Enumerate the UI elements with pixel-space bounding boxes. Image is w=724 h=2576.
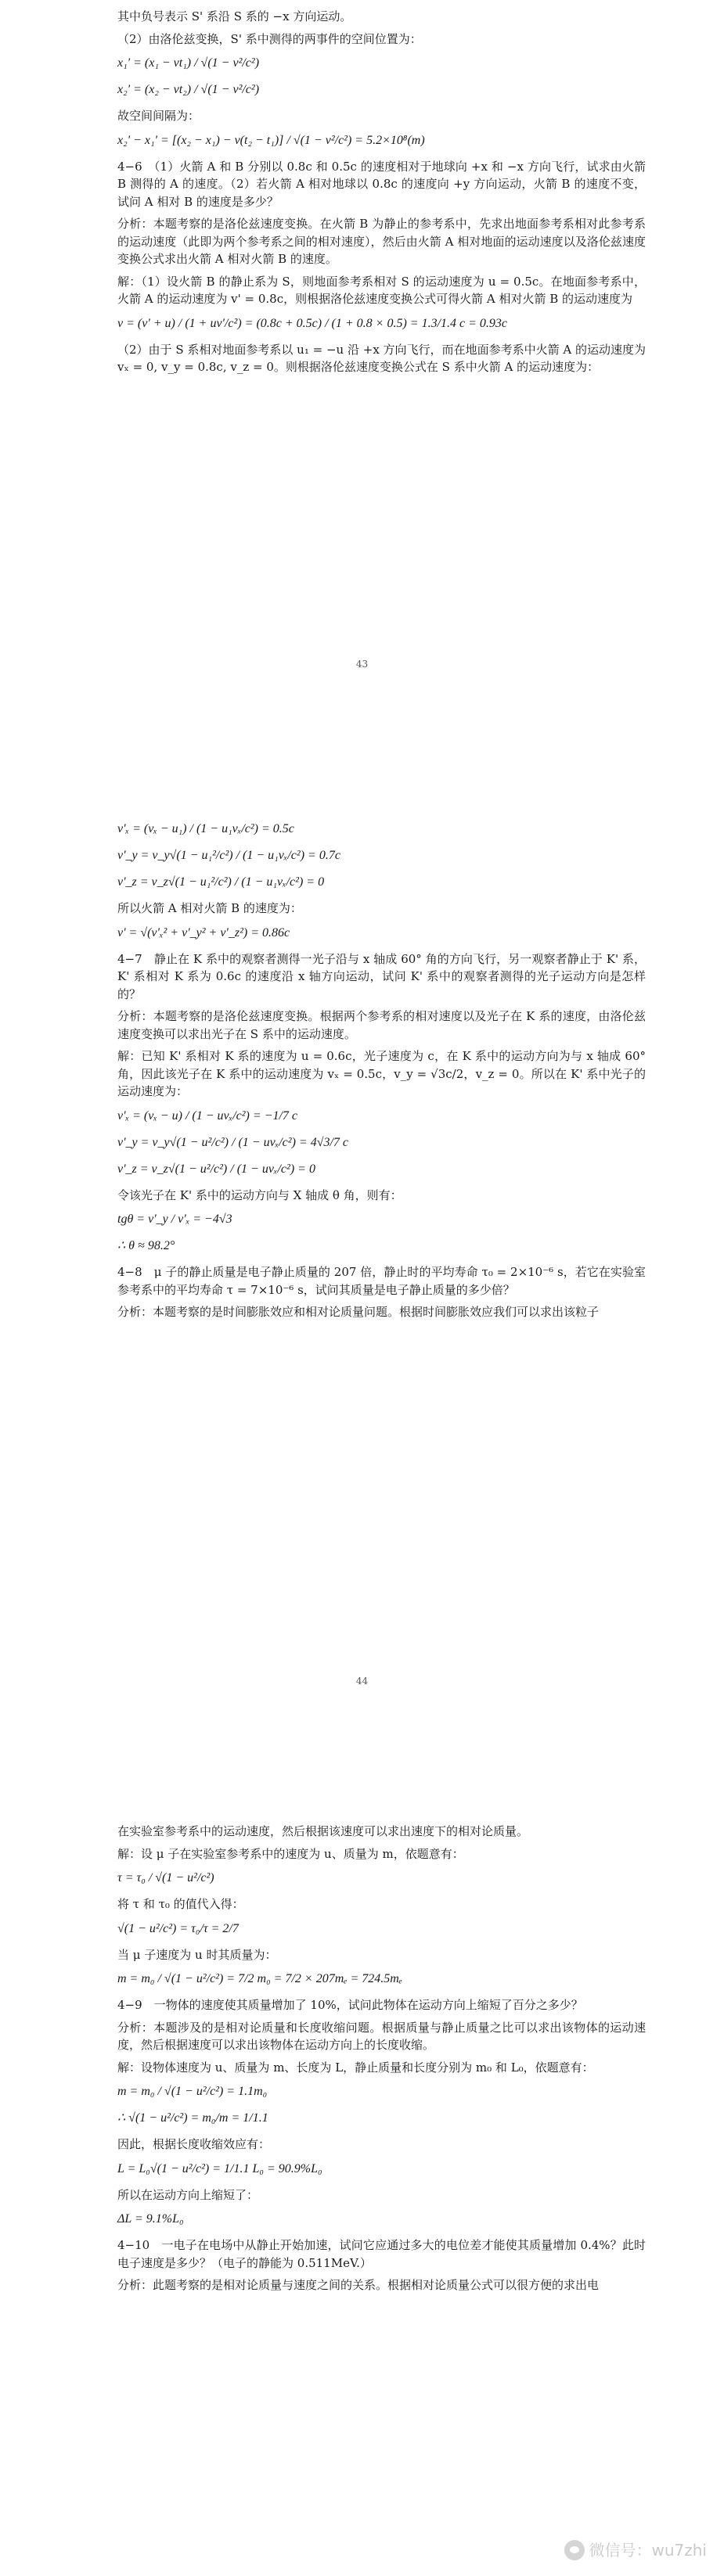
- equation: τ = τ₀ / √(1 − u²/c²): [117, 1871, 214, 1884]
- equation: v'ₓ = (vₓ − u₁) / (1 − u₁vₓ/c²) = 0.5c: [117, 822, 294, 835]
- problem-4-6: 4−6 （1）火箭 A 和 B 分别以 0.8c 和 0.5c 的速度相对于地球向 +x 和 −x 方向飞行，试求由火箭 B 测得的 A 的速度。（2）若火箭 A 相对地球以 0.8c 的速度向 +y 方向运动，火箭 B 的速度不变，试问 A 相对 B 的速度是多少？: [117, 159, 646, 209]
- equation: v'_z = v_z√(1 − u₁²/c²) / (1 − u₁vₓ/c²) = 0: [117, 875, 325, 889]
- text-line: 当 μ 子速度为 u 时其质量为：: [117, 1947, 277, 1962]
- page-43: [0, 8, 724, 381]
- wechat-icon: [564, 2540, 585, 2560]
- text-line: 所以火箭 A 相对火箭 B 的速度为：: [117, 901, 302, 915]
- problem-4-10: 4−10 一电子在电场中从静止开始加速，试问它应通过多大的电位差才能使其质量增加 0.4%？此时电子速度是多少？（电子的静能为 0.511MeV.）: [117, 2238, 646, 2270]
- analysis: 分析：本题考察的是洛伦兹速度变换。在火箭 B 为静止的参考系中，先求出地面参考系相对此参考系的运动速度（此即为两个参考系之间的相对速度），然后由火箭 A 相对地面的运动速度以及洛伦兹速度变换公式求出火箭 A 相对火箭 B 的速度。: [117, 217, 646, 266]
- equation: v'_y = v_y√(1 − u₁²/c²) / (1 − u₁vₓ/c²) = 0.7c: [117, 849, 340, 862]
- solution: 解：已知 K' 系相对 K 系的速度为 u = 0.6c，光子速度为 c，在 K 系中的运动方向为与 x 轴成 60° 角，因此该光子在 K 系中的运动速度为 vₓ = 0.5c，v_y = √3c/2，v_z = 0。所以在 K' 系中光子的运动速度为：: [117, 1049, 646, 1098]
- solution: 解：（1）设火箭 B 的静止系为 S，则地面参考系相对 S 的运动速度为 u = 0.5c。在地面参考系中，火箭 A 的运动速度为 v' = 0.8c，则根据洛伦兹速度变换公式可得火箭 A 相对火箭 B 的运动速度为: [117, 274, 646, 306]
- analysis: 分析：本题考察的是时间膨胀效应和相对论质量问题。根据时间膨胀效应我们可以求出该粒子: [117, 1305, 600, 1319]
- analysis: 分析：本题考察的是洛伦兹速度变换。根据两个参考系的相对速度以及光子在 K 系的速度，由洛伦兹速度变换可以求出光子在 S 系中的运动速度。: [117, 1009, 646, 1041]
- text-line: 将 τ 和 τ₀ 的值代入得：: [117, 1897, 244, 1911]
- equation: v'ₓ = (vₓ − u) / (1 − uvₓ/c²) = −1/7 c: [117, 1108, 297, 1123]
- equation: ΔL = 9.1%L₀: [117, 2212, 184, 2226]
- equation: x₂' − x₁' = [(x₂ − x₁) − v(t₂ − t₁)] / √(1 − v²/c²) = 5.2×10⁸(m): [117, 133, 425, 147]
- analysis: 分析：本题涉及的是相对论质量和长度收缩问题。根据质量与静止质量之比可以求出该物体的运动速度，然后根据速度可以求出该物体在运动方向上的长度收缩。: [117, 2020, 646, 2052]
- equation: v = (v' + u) / (1 + uv'/c²) = (0.8c + 0.5c) / (1 + 0.8 × 0.5) = 1.3/1.4 c = 0.93c: [117, 316, 508, 330]
- equation: tgθ = v'_y / v'ₓ = −4√3: [117, 1213, 232, 1226]
- equation: x₁' = (x₁ − vt₁) / √(1 − v²/c²): [117, 56, 260, 70]
- text-line: （2）由洛伦兹变换，S' 系中测得的两事件的空间位置为：: [117, 31, 422, 46]
- watermark-text: 微信号：wu7zhi: [589, 2541, 707, 2560]
- equation: ∴ √(1 − u²/c²) = m₀/m = 1/1.1: [117, 2111, 268, 2125]
- text-line: 因此，根据长度收缩效应有：: [117, 2137, 271, 2151]
- page-45: [0, 1823, 724, 2299]
- text-line: （2）由于 S 系相对地面参考系以 u₁ = −u 沿 +x 方向飞行，而在地面参考系中火箭 A 的运动速度为 vₓ = 0, v_y = 0.8c, v_z = 0。则根据洛伦兹速度变换公式在 S 系中火箭 A 的运动速度为：: [117, 342, 646, 374]
- equation: v'_y = v_y√(1 − u²/c²) / (1 − uvₓ/c²) = 4√3/7 c: [117, 1135, 349, 1149]
- equation: ∴ θ ≈ 98.2°: [117, 1239, 175, 1252]
- equation: √(1 − u²/c²) = τ₀/τ = 2/7: [117, 1921, 239, 1935]
- solution: 解：设物体速度为 u、质量为 m、长度为 L，静止质量和长度分别为 m₀ 和 L₀，依题意有：: [117, 2060, 594, 2075]
- problem-4-9: 4−9 一物体的速度使其质量增加了 10%，试问此物体在运动方向上缩短了百分之多少？: [117, 1998, 583, 2012]
- text-line: 解：设 μ 子在实验室参考系中的速度为 u、质量为 m，依题意有：: [117, 1846, 464, 1861]
- page-44: [0, 814, 724, 1326]
- text-line: 故空间间隔为：: [117, 109, 200, 123]
- equation: m = m₀ / √(1 − u²/c²) = 1.1m₀: [117, 2085, 268, 2098]
- text-line: 所以在运动方向上缩短了：: [117, 2187, 259, 2202]
- text-line: 在实验室参考系中的运动速度，然后根据该速度可以求出速度下的相对论质量。: [117, 1824, 529, 1838]
- text-line: 其中负号表示 S' 系沿 S 系的 −x 方向运动。: [117, 9, 352, 23]
- page-number: 44: [355, 1676, 369, 1687]
- problem-4-7: 4−7 静止在 K 系中的观察者测得一光子沿与 x 轴成 60° 角的方向飞行，另一观察者静止于 K' 系，K' 系相对 K 系为 0.6c 的速度沿 x 轴方向运动，试问 K' 系中的观察者测得的光子运动方向是怎样的？: [117, 951, 646, 1001]
- equation: L = L₀√(1 − u²/c²) = 1/1.1 L₀ = 90.9%L₀: [117, 2161, 322, 2175]
- equation: v' = √(v'ₓ² + v'_y² + v'_z²) = 0.86c: [117, 925, 290, 940]
- analysis: 分析：此题考察的是相对论质量与速度之间的关系。根据相对论质量公式可以很方便的求出电: [117, 2278, 600, 2292]
- equation: v'_z = v_z√(1 − u²/c²) / (1 − uvₓ/c²) = 0: [117, 1162, 315, 1176]
- wechat-watermark: [564, 2538, 708, 2562]
- text-line: 令该光子在 K' 系中的运动方向与 X 轴成 θ 角，则有：: [117, 1187, 402, 1202]
- problem-4-8: 4−8 μ 子的静止质量是电子静止质量的 207 倍，静止时的平均寿命 τ₀ = 2×10⁻⁶ s，若它在实验室参考系中的平均寿命 τ = 7×10⁻⁶ s，试问其质量是电子静止质量的多少倍？: [117, 1265, 646, 1297]
- page-number: 43: [355, 659, 369, 670]
- equation: x₂' = (x₂ − vt₂) / √(1 − v²/c²): [117, 83, 260, 96]
- equation: m = m₀ / √(1 − u²/c²) = 7/2 m₀ = 7/2 × 207mₑ = 724.5mₑ: [117, 1972, 402, 1985]
